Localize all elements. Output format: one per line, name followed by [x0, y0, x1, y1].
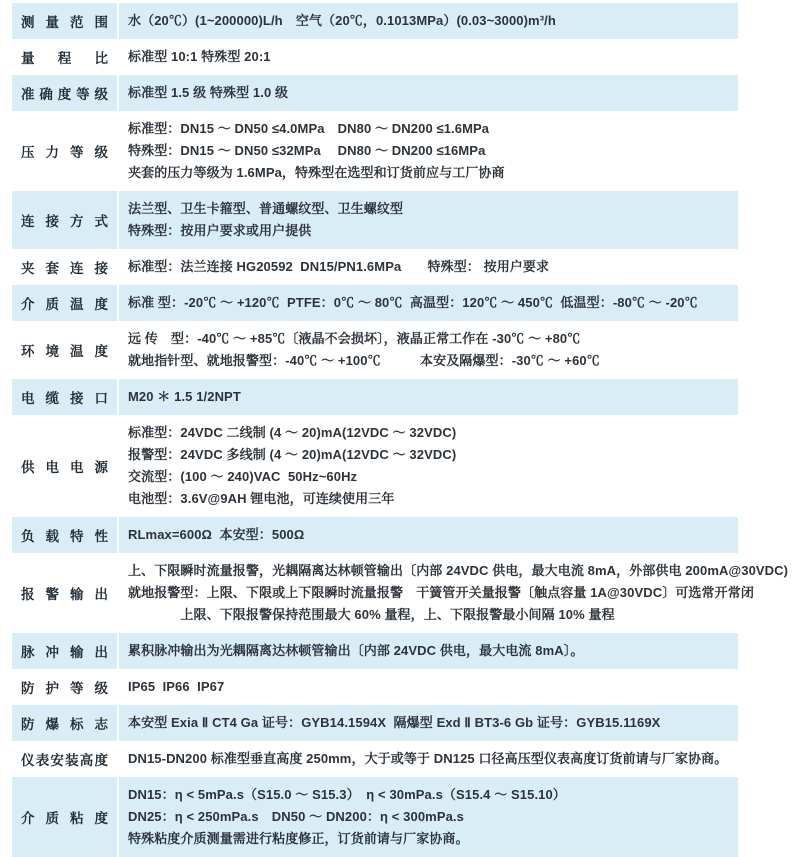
- value-line: 报警型：24VDC 多线制 (4 ～ 20)mA(12VDC ～ 32VDC): [128, 447, 457, 462]
- row-label-cell: [12, 415, 117, 517]
- row-label: 防 护 等 级: [21, 681, 108, 696]
- value-line: IP65 IP66 IP67: [128, 679, 225, 694]
- row-label-cell: [12, 517, 117, 553]
- row-label: 压 力 等 级: [21, 145, 108, 160]
- table-row: [12, 321, 738, 379]
- value-line: M20 ＊ 1.5 1/2NPT: [128, 389, 241, 404]
- row-value: [119, 415, 738, 517]
- row-value: [119, 39, 738, 75]
- row-label: 环 境 温 度: [21, 344, 108, 359]
- table-row: [12, 415, 738, 517]
- value-line: DN15-DN200 标准型垂直高度 250mm，大于或等于 DN125 口径高压型仪表高度订货前请与厂家协商。: [128, 751, 728, 766]
- value-line: 标准型 1.5 级 特殊型 1.0 级: [128, 85, 289, 100]
- row-value: [119, 705, 738, 741]
- row-label-cell: [12, 3, 117, 39]
- table-row: [12, 741, 738, 777]
- spec-table: [12, 3, 789, 857]
- value-line: 特殊型：DN15 ～ DN50 ≤32MPa DN80 ～ DN200 ≤16MPa: [128, 143, 486, 158]
- row-label-cell: [12, 777, 117, 857]
- row-label: 测 量 范 围: [21, 15, 108, 30]
- row-label-cell: [12, 249, 117, 285]
- row-value: [119, 633, 738, 669]
- value-line: 标准 型：-20℃ ～ +120℃ PTFE：0℃ ～ 80℃ 高温型：120℃ ～ 450℃ 低温型：-80℃ ～ -20℃: [128, 295, 698, 310]
- spec-page: [0, 3, 789, 846]
- value-line: 远 传 型：-40℃ ～ +85℃〔液晶不会损坏〕，液晶正常工作在 -30℃ ～ +80℃: [128, 331, 581, 346]
- value-line: 交流型：(100 ～ 240)VAC 50Hz~60Hz: [128, 469, 358, 484]
- row-label: 负 载 特 性: [21, 529, 108, 544]
- value-line: 本安型 Exia Ⅱ CT4 Ga 证号：GYB14.1594X 隔爆型 Exd Ⅱ BT3-6 Gb 证号：GYB15.1169X: [128, 715, 661, 730]
- row-label: 仪表安装高度: [21, 753, 108, 768]
- row-label-cell: [12, 191, 117, 249]
- row-label-cell: [12, 705, 117, 741]
- row-value: [119, 741, 738, 777]
- row-label-cell: [12, 39, 117, 75]
- table-row: [12, 111, 738, 191]
- table-row: [12, 777, 738, 857]
- row-label-cell: [12, 379, 117, 415]
- table-row: [12, 633, 738, 669]
- row-value: [119, 669, 738, 705]
- row-value: [119, 777, 738, 857]
- row-value: [119, 249, 738, 285]
- row-label: 电 缆 接 口: [21, 391, 108, 406]
- row-label: 介 质 粘 度: [21, 811, 108, 826]
- row-value: [119, 321, 738, 379]
- row-label-cell: [12, 741, 117, 777]
- row-label: 夹 套 连 接: [21, 261, 108, 276]
- row-label-cell: [12, 285, 117, 321]
- value-line: 电池型：3.6V@9AH 锂电池，可连续使用三年: [128, 491, 395, 506]
- table-row: [12, 517, 738, 553]
- value-line: 水（20℃）(1~200000)L/h 空气（20℃，0.1013MPa）(0.03~3000)m³/h: [128, 13, 556, 28]
- row-label-cell: [12, 75, 117, 111]
- table-row: [12, 39, 738, 75]
- value-line: 标准型 10:1 特殊型 20:1: [128, 49, 271, 64]
- row-value: [119, 379, 738, 415]
- value-line: 就地指针型、就地报警型：-40℃ ～ +100℃ 本安及隔爆型：-30℃ ～ +60℃: [128, 353, 600, 368]
- row-value: [119, 3, 738, 39]
- row-value: [119, 111, 738, 191]
- row-label-cell: [12, 321, 117, 379]
- table-row: [12, 379, 738, 415]
- value-line: 特殊型：按用户要求或用户提供: [128, 223, 312, 238]
- row-label-cell: [12, 669, 117, 705]
- row-label-cell: [12, 111, 117, 191]
- value-line: 夹套的压力等级为 1.6MPa，特殊型在选型和订货前应与工厂协商: [128, 165, 505, 180]
- value-line: DN25：η < 250mPa.s DN50 ～ DN200：η < 300mPa.s: [128, 809, 464, 824]
- value-line: 标准型：24VDC 二线制 (4 ～ 20)mA(12VDC ～ 32VDC): [128, 425, 457, 440]
- row-value: [119, 517, 738, 553]
- table-row: [12, 249, 738, 285]
- row-value: [119, 191, 738, 249]
- table-row: [12, 705, 738, 741]
- row-label: 量 程 比: [21, 51, 108, 66]
- value-line: 标准型：DN15 ～ DN50 ≤4.0MPa DN80 ～ DN200 ≤1.6MPa: [128, 121, 490, 136]
- row-value: [119, 285, 738, 321]
- row-label: 连 接 方 式: [21, 214, 108, 229]
- row-label: 介 质 温 度: [21, 297, 108, 312]
- row-label: 供 电 电 源: [21, 460, 108, 475]
- value-line: 上限、下限报警保持范围最大 60% 量程，上、下限报警最小间隔 10% 量程: [128, 607, 615, 622]
- table-row: [12, 553, 789, 633]
- row-label-cell: [12, 553, 117, 633]
- row-label-cell: [12, 633, 117, 669]
- table-row: [12, 285, 738, 321]
- row-label: 脉 冲 输 出: [21, 645, 108, 660]
- value-line: DN15：η < 5mPa.s（S15.0 ～ S15.3） η < 30mPa.s（S15.4 ～ S15.10）: [128, 787, 566, 802]
- table-row: [12, 3, 738, 39]
- value-line: 标准型：法兰连接 HG20592 DN15/PN1.6MPa 特殊型： 按用户要求: [128, 259, 550, 274]
- row-value: [119, 75, 738, 111]
- row-label: 防 爆 标 志: [21, 717, 108, 732]
- value-line: 上、下限瞬时流量报警，光耦隔离达林顿管输出〔内部 24VDC 供电，最大电流 8mA，外部供电 200mA@30VDC): [128, 563, 789, 578]
- row-label: 报 警 输 出: [21, 587, 108, 602]
- value-line: 就地报警型：上限、下限或上下限瞬时流量报警 干簧管开关量报警〔触点容量 1A@30VDC〕可选常开常闭: [128, 585, 754, 600]
- value-line: 累积脉冲输出为光耦隔离达林顿管输出〔内部 24VDC 供电，最大电流 8mA〕。: [128, 643, 584, 658]
- table-row: [12, 669, 738, 705]
- table-row: [12, 191, 738, 249]
- row-label: 准 确 度 等 级: [21, 87, 108, 102]
- table-row: [12, 75, 738, 111]
- row-value: [119, 553, 794, 633]
- value-line: RLmax=600Ω 本安型：500Ω: [128, 527, 305, 542]
- value-line: 特殊粘度介质测量需进行粘度修正，订货前请与厂家协商。: [128, 831, 469, 846]
- value-line: 法兰型、卫生卡箍型、普通螺纹型、卫生螺纹型: [128, 201, 404, 216]
